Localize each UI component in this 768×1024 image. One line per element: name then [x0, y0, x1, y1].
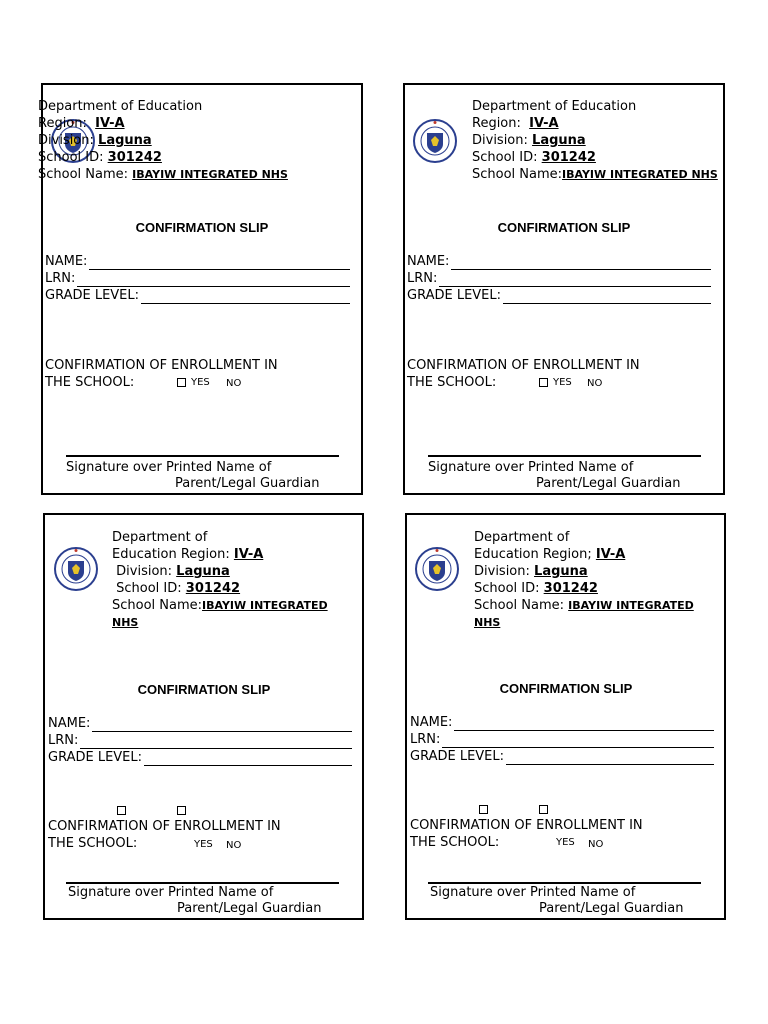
school-header-2: Department of Education Region: IV-A Division: Laguna School ID: 301242 School Name:IBAYIW INTEGRATED NHS	[472, 99, 718, 182]
grade-level-field[interactable]	[503, 291, 711, 304]
name-field[interactable]	[92, 719, 352, 732]
no-label: NO	[226, 840, 242, 851]
name-field[interactable]	[454, 718, 714, 731]
signature-caption-4: Signature over Printed Name of Parent/Legal Guardian	[430, 885, 684, 916]
enrollment-confirmation-1: CONFIRMATION OF ENROLLMENT IN THE SCHOOL:	[45, 358, 278, 390]
deped-seal-icon	[53, 546, 99, 592]
yes-label: YES	[191, 377, 210, 388]
slip-title-1: CONFIRMATION SLIP	[135, 220, 269, 235]
enrollment-confirmation-3: CONFIRMATION OF ENROLLMENT IN THE SCHOOL:	[48, 819, 281, 851]
grade-level-field[interactable]	[144, 753, 352, 766]
name-field[interactable]	[451, 257, 711, 270]
grade-level-field[interactable]	[506, 752, 714, 765]
student-fields-3: NAME: LRN: GRADE LEVEL:	[48, 715, 352, 766]
slip-title-2: CONFIRMATION SLIP	[497, 220, 631, 235]
no-label: NO	[226, 378, 242, 389]
yes-checkbox[interactable]	[117, 806, 126, 815]
student-fields-2: NAME: LRN: GRADE LEVEL:	[407, 253, 711, 304]
signature-caption-2: Signature over Printed Name of Parent/Legal Guardian	[428, 460, 681, 491]
yes-label: YES	[194, 839, 213, 850]
enrollment-confirmation-4: CONFIRMATION OF ENROLLMENT IN THE SCHOOL:	[410, 818, 643, 850]
lrn-field[interactable]	[80, 736, 352, 749]
deped-seal-icon	[412, 118, 458, 164]
signature-line	[428, 455, 701, 457]
signature-caption-1: Signature over Printed Name of Parent/Legal Guardian	[66, 460, 320, 491]
yes-label: YES	[553, 377, 572, 388]
signature-line	[66, 882, 339, 884]
no-label: NO	[588, 839, 604, 850]
yes-checkbox[interactable]	[177, 378, 186, 387]
no-label: NO	[587, 378, 603, 389]
signature-line	[66, 455, 339, 457]
slip-title-3: CONFIRMATION SLIP	[137, 682, 271, 697]
school-header-1: Department of Education Region: IV-A Division: Laguna School ID: 301242 School Name: IBAYIW INTEGRATED NHS	[38, 99, 288, 182]
no-checkbox[interactable]	[539, 805, 548, 814]
lrn-field[interactable]	[77, 274, 350, 287]
signature-caption-3: Signature over Printed Name of Parent/Legal Guardian	[68, 885, 322, 916]
yes-checkbox[interactable]	[479, 805, 488, 814]
school-header-4: Department of Education Region; IV-A Division: Laguna School ID: 301242 School Name: IBAYIW INTEGRATED NHS	[474, 530, 694, 629]
enrollment-confirmation-2: CONFIRMATION OF ENROLLMENT IN THE SCHOOL:	[407, 358, 640, 390]
student-fields-1: NAME: LRN: GRADE LEVEL:	[45, 253, 350, 304]
student-fields-4: NAME: LRN: GRADE LEVEL:	[410, 714, 714, 765]
grade-level-field[interactable]	[141, 291, 350, 304]
lrn-field[interactable]	[439, 274, 711, 287]
school-header-3: Department of Education Region: IV-A Division: Laguna School ID: 301242 School Name:IBAYIW INTEGRATED NHS	[112, 530, 328, 629]
slip-title-4: CONFIRMATION SLIP	[499, 681, 633, 696]
signature-line	[428, 882, 701, 884]
lrn-field[interactable]	[442, 735, 714, 748]
yes-label: YES	[556, 837, 575, 848]
yes-checkbox[interactable]	[539, 378, 548, 387]
no-checkbox[interactable]	[177, 806, 186, 815]
name-field[interactable]	[89, 257, 350, 270]
deped-seal-icon	[414, 546, 460, 592]
